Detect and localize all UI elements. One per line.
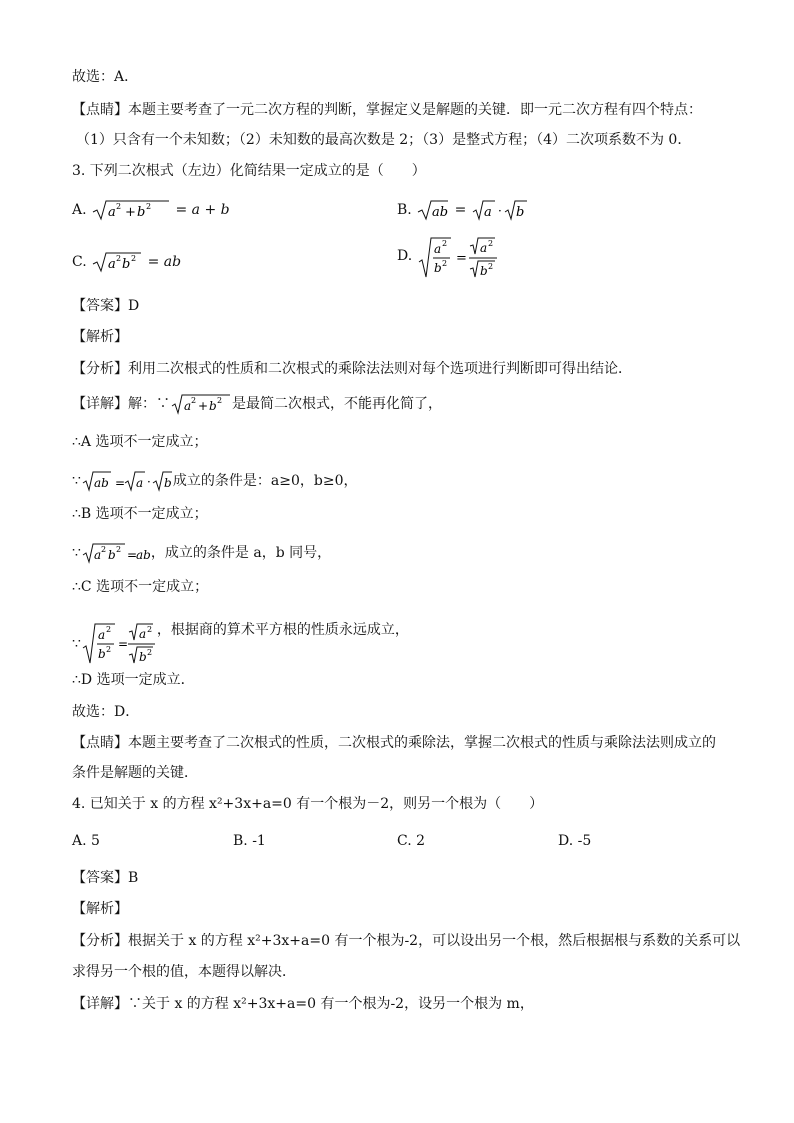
text-span: ∵ [72, 473, 81, 489]
text-span: 是最简二次根式，不能再化简了， [232, 396, 442, 412]
svg-text:2: 2 [191, 396, 197, 405]
svg-text:2: 2 [146, 202, 152, 211]
svg-text:+: + [198, 399, 209, 413]
text-line: ∴A 选项不一定成立； [72, 434, 208, 450]
text-span: ，成立的条件是 a，b 同号， [150, 545, 332, 561]
option-b-eq: = [454, 202, 467, 218]
svg-text:2: 2 [116, 254, 122, 263]
svg-text:=: = [117, 637, 128, 651]
svg-text:+: + [125, 205, 136, 220]
text-line [72, 622, 409, 666]
sqrt-a2b2-icon [91, 250, 143, 274]
text-line: 【分析】利用二次根式的性质和二次根式的乘除法法则对每个选项进行判断即可得出结论． [72, 361, 632, 377]
option-c-label: C. [72, 254, 87, 270]
svg-text:=: = [114, 476, 125, 490]
svg-text:2: 2 [131, 254, 137, 263]
svg-text:a: a [93, 548, 102, 562]
option-c [72, 250, 181, 274]
text-line: 【详解】∵关于 x 的方程 x²+3x+a=0 有一个根为-2，设另一个根为 m， [72, 996, 534, 1012]
answer-label: 【答案】B [72, 870, 139, 886]
svg-text:ab: ab [93, 476, 109, 490]
svg-text:b: b [107, 548, 116, 562]
text-line: 条件是解题的关键． [72, 765, 198, 781]
text-line: 【点睛】本题主要考查了二次根式的性质，二次根式的乘除法，掌握二次根式的性质与乘除法法则成立的 [72, 735, 716, 751]
svg-text:2: 2 [487, 239, 493, 248]
text-span: ，根据商的算术平方根的性质永远成立， [156, 622, 409, 638]
text-line: 故选：A． [72, 69, 139, 85]
svg-text:ab: ab [135, 548, 151, 562]
svg-text:a: a [479, 241, 487, 255]
svg-text:2: 2 [105, 625, 112, 634]
text-line: 【点睛】本题主要考查了一元二次方程的判断，掌握定义是解题的关键．即一元二次方程有四个特点： [72, 102, 702, 118]
svg-text:ab: ab [432, 205, 449, 220]
sqrt-a2-plus-b2-icon [91, 198, 171, 222]
q4-option-c: C. 2 [397, 833, 426, 849]
answer-label: 【答案】D [72, 298, 140, 314]
sqrt-a-times-sqrt-b-icon [471, 198, 533, 222]
q4-option-d: D. -5 [558, 833, 592, 849]
svg-text:2: 2 [100, 545, 107, 554]
svg-text:a: a [108, 205, 116, 220]
svg-text:a: a [483, 205, 492, 220]
option-d [397, 236, 517, 280]
q4-option-a: A. 5 [72, 833, 100, 849]
svg-text:b: b [515, 205, 525, 220]
svg-text:2: 2 [441, 259, 447, 268]
text-span: 成立的条件是：a≥0，b≥0， [172, 473, 358, 489]
sqrt-a2b2-equals-ab-icon [81, 541, 151, 565]
svg-text:2: 2 [115, 545, 122, 554]
sqrt-fraction-icon [417, 236, 517, 280]
svg-text:a: a [184, 399, 192, 413]
text-line: （1）只含有一个未知数；（2）未知数的最高次数是 2；（3）是整式方程；（4）二次项系数不为 0． [76, 132, 692, 148]
svg-text:a: a [97, 628, 106, 642]
q4-option-b: B. -1 [233, 833, 266, 849]
text-line: ∴B 选项不一定成立； [72, 506, 208, 522]
svg-text:b: b [97, 647, 106, 661]
text-line: 故选：D． [72, 704, 140, 720]
option-b [397, 198, 533, 222]
text-line [72, 392, 442, 416]
option-a [72, 198, 230, 222]
text-line: 求得另一个根的值，本题得以解决． [72, 964, 296, 980]
svg-text:b: b [479, 264, 488, 278]
svg-text:b: b [122, 257, 131, 272]
svg-text:a: a [135, 476, 144, 490]
svg-text:b: b [137, 205, 146, 220]
svg-text:=: = [455, 251, 467, 266]
svg-text:·: · [497, 204, 502, 218]
text-line [72, 469, 358, 493]
text-line: ∴C 选项不一定成立； [72, 579, 209, 595]
svg-text:2: 2 [441, 239, 447, 248]
text-line: 【分析】根据关于 x 的方程 x²+3x+a=0 有一个根为-2，可以设出另一个根，然后根据根与系数的关系可以 [72, 933, 741, 949]
svg-text:=: = [126, 548, 137, 562]
svg-text:2: 2 [487, 262, 493, 271]
svg-text:2: 2 [217, 396, 223, 405]
svg-text:2: 2 [146, 625, 153, 634]
svg-text:a: a [108, 257, 116, 272]
text-span: ∵ [72, 545, 81, 561]
svg-text:b: b [209, 399, 217, 413]
option-c-rhs: = ab [147, 254, 182, 270]
sqrt-fraction-equals-icon [81, 622, 157, 666]
option-d-label: D. [397, 248, 413, 264]
sqrt-a2-plus-b2-icon [170, 392, 232, 416]
svg-text:b: b [138, 650, 147, 664]
analysis-label: 【解析】 [72, 329, 128, 345]
text-span: ∵ [72, 636, 81, 652]
svg-text:2: 2 [146, 648, 153, 657]
svg-text:a: a [433, 242, 441, 256]
svg-text:b: b [433, 261, 442, 275]
sqrt-ab-icon [416, 198, 450, 222]
sqrt-ab-equals-icon [81, 469, 173, 493]
text-span: 【详解】解：∵ [72, 396, 170, 412]
question-3-stem: 3. 下列二次根式（左边）化简结果一定成立的是（ ） [72, 163, 426, 179]
question-4-stem: 4. 已知关于 x 的方程 x²+3x+a=0 有一个根为－2，则另一个根为（ ） [72, 796, 544, 812]
analysis-label: 【解析】 [72, 901, 128, 917]
svg-text:2: 2 [116, 202, 122, 211]
option-a-label: A. [72, 202, 87, 218]
svg-text:a: a [138, 627, 147, 641]
text-line [72, 541, 331, 565]
text-line: ∴D 选项一定成立． [72, 672, 195, 688]
svg-text:·: · [146, 475, 151, 489]
option-b-label: B. [397, 202, 412, 218]
option-a-rhs: = a + b [175, 202, 230, 218]
svg-text:2: 2 [105, 645, 112, 654]
svg-text:b: b [163, 476, 172, 490]
